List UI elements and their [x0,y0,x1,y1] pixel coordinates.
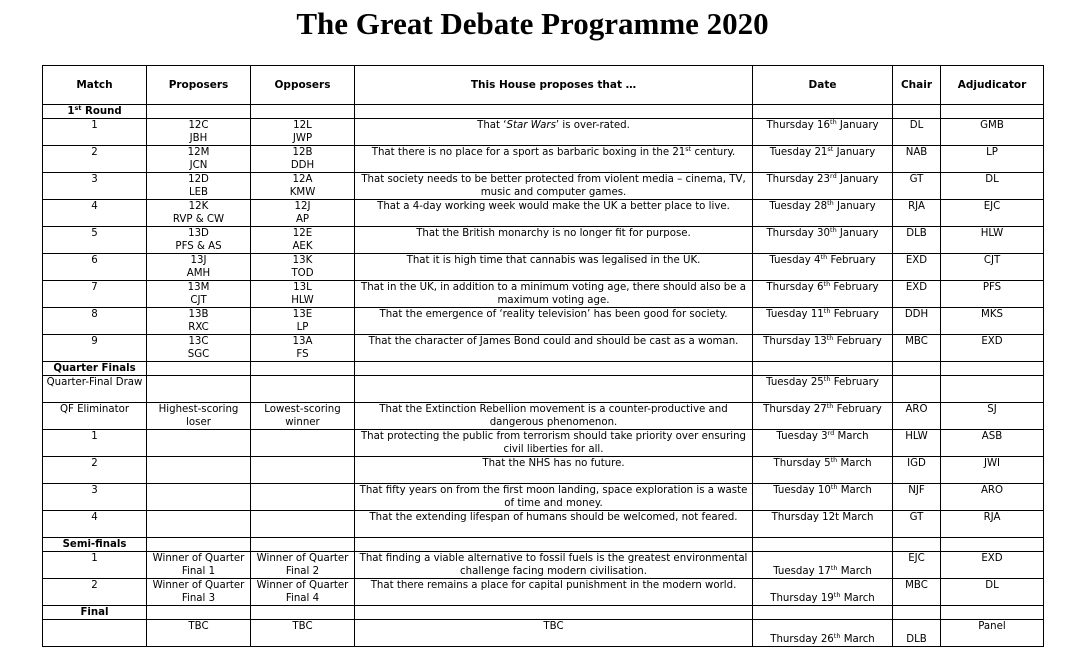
section-label: Final [43,606,147,620]
date-cell [753,579,893,606]
header-date: Date [753,66,893,105]
proposer-names: RXC [188,322,209,333]
adjudicator-cell: MKS [941,308,1044,335]
date-day: Tuesday 11 [766,309,824,320]
motion-cell [355,376,753,403]
adjudicator-cell: EXD [941,552,1044,579]
chair-cell: ARO [893,403,941,430]
table-row [43,173,1044,200]
date-day: Tuesday 28 [769,201,828,212]
opposers-cell [251,457,355,484]
motion-text: ’ is over-rated. [555,120,630,131]
proposer-names: RVP & CW [172,214,225,225]
opposer-form: 12B [292,147,313,158]
date-suffix: th [830,118,837,126]
opposer-form: 13E [292,309,313,320]
date-day: Thursday 16 [766,120,831,131]
match-cell: 1 [43,552,147,579]
proposers-cell [147,376,251,403]
adjudicator-cell: JWI [941,457,1044,484]
date-suffix: th [833,632,841,640]
date-day: Tuesday 21 [769,147,828,158]
proposers-cell [147,200,251,227]
date-month: March [840,593,875,604]
opposers-cell [251,146,355,173]
proposers-cell [147,457,251,484]
proposers-cell [147,254,251,281]
motion-cell: That a 4-day working week would make the UK a better place to live. [355,200,753,227]
date-month: March [837,485,872,496]
chair-cell: GT [893,511,941,538]
table-row [43,376,1044,403]
debate-programme-table [42,65,1044,647]
opposers-cell [251,484,355,511]
date-cell [753,335,893,362]
match-cell: 6 [43,254,147,281]
empty-cell [251,362,355,376]
date-cell [753,308,893,335]
opposer-names: AEK [292,241,313,252]
motion-text: That ‘ [477,120,507,131]
match-cell: 7 [43,281,147,308]
empty-cell [941,538,1044,552]
motion-cell: That fifty years on from the first moon landing, space exploration is a waste of time and money. [355,484,753,511]
empty-cell [355,538,753,552]
opposers-cell: Lowest-scoring winner [251,403,355,430]
date-day: Thursday 13 [763,336,827,347]
date-cell [753,254,893,281]
motion-cell: That in the UK, in addition to a minimum voting age, there should also be a maximum voting age. [355,281,753,308]
opposers-cell: TBC [251,620,355,647]
motion-suffix: st [685,145,692,153]
motion-cell: That the extending lifespan of humans should be welcomed, not feared. [355,511,753,538]
section-label: Quarter Finals [43,362,147,376]
date-day: Thursday 23 [766,174,831,185]
proposers-cell: Highest-scoring loser [147,403,251,430]
match-cell: QF Eliminator [43,403,147,430]
motion-cell: That it is high time that cannabis was legalised in the UK. [355,254,753,281]
proposer-form: 12M [187,147,210,158]
opposer-names: FS [296,349,309,360]
date-suffix: th [830,456,838,464]
date-month: February [830,282,879,293]
date-month: March [840,634,875,645]
empty-cell [753,538,893,552]
proposers-cell [147,281,251,308]
date-cell [753,119,893,146]
empty-cell [941,362,1044,376]
section-quarter-finals [43,362,1044,376]
proposer-form: 13D [188,228,209,239]
adjudicator-cell: RJA [941,511,1044,538]
date-day: Thursday 12t March [771,512,874,523]
adjudicator-cell: EXD [941,335,1044,362]
date-month: February [830,377,879,388]
empty-cell [355,362,753,376]
match-cell: 1 [43,430,147,457]
date-suffix: th [830,483,838,491]
date-suffix: th [830,564,838,572]
date-cell [753,227,893,254]
proposers-cell: TBC [147,620,251,647]
adjudicator-cell: DL [941,579,1044,606]
date-month: March [837,458,872,469]
opposer-form: 12L [293,120,312,131]
match-cell: Quarter-Final Draw [43,376,147,403]
date-month: February [833,336,882,347]
motion-cell [355,119,753,146]
opposer-names: KMW [289,187,316,198]
table-row [43,335,1044,362]
date-cell [753,281,893,308]
chair-cell: NJF [893,484,941,511]
match-cell [43,620,147,647]
proposers-cell [147,511,251,538]
adjudicator-cell: HLW [941,227,1044,254]
date-day: Tuesday 3 [776,431,828,442]
chair-cell: EXD [893,254,941,281]
opposer-form: 13K [292,255,313,266]
date-cell [753,146,893,173]
date-month: February [830,309,879,320]
date-cell [753,376,893,403]
motion-cell: That protecting the public from terrorism should take priority over ensuring civil liberties for all. [355,430,753,457]
empty-cell [893,538,941,552]
proposers-cell: Winner of Quarter Final 1 [147,552,251,579]
table-row [43,457,1044,484]
date-month: February [833,404,882,415]
match-cell: 1 [43,119,147,146]
empty-cell [251,105,355,119]
proposer-form: 13C [188,336,209,347]
proposer-form: 12K [188,201,209,212]
chair-cell [893,376,941,403]
header-motion: This House proposes that … [355,66,753,105]
opposer-names: HLW [291,295,314,306]
table-row [43,281,1044,308]
opposer-form: 13L [293,282,312,293]
date-month: January [833,147,876,158]
date-suffix: th [823,375,831,383]
motion-cell: That finding a viable alternative to fossil fuels is the greatest environmental challenge facing modern civilisation. [355,552,753,579]
opposer-names: JWP [292,133,313,144]
proposer-form: 13M [187,282,210,293]
date-suffix: rd [830,172,837,180]
proposer-form: 12C [188,120,209,131]
match-cell: 2 [43,457,147,484]
date-cell [753,552,893,579]
section-label [43,105,147,119]
section-semi-finals [43,538,1044,552]
date-day: Thursday 27 [763,404,827,415]
date-day: Thursday 30 [766,228,831,239]
empty-cell [941,105,1044,119]
date-month: March [837,566,872,577]
proposers-cell [147,173,251,200]
empty-cell [251,606,355,620]
opposers-cell [251,430,355,457]
date-suffix: th [826,334,834,342]
opposers-cell [251,227,355,254]
date-day: Thursday 5 [773,458,831,469]
match-cell: 2 [43,579,147,606]
motion-emphasis: Star Wars [506,120,556,131]
proposers-cell [147,484,251,511]
adjudicator-cell: LP [941,146,1044,173]
chair-cell: DLB [893,620,941,647]
table-row [43,579,1044,606]
match-cell: 3 [43,173,147,200]
table-row [43,620,1044,647]
empty-cell [893,362,941,376]
empty-cell [147,538,251,552]
empty-cell [893,105,941,119]
table-row [43,511,1044,538]
date-suffix: th [823,280,831,288]
proposers-cell [147,308,251,335]
chair-cell: IGD [893,457,941,484]
header-opposers: Opposers [251,66,355,105]
adjudicator-cell: EJC [941,200,1044,227]
proposer-names: AMH [186,268,211,279]
empty-cell [941,606,1044,620]
date-suffix: rd [827,429,835,437]
proposer-names: SGC [187,349,210,360]
date-month: January [833,201,876,212]
date-cell [753,403,893,430]
table-row [43,430,1044,457]
table-row [43,119,1044,146]
opposers-cell [251,281,355,308]
adjudicator-cell: PFS [941,281,1044,308]
opposers-cell [251,511,355,538]
chair-cell: DL [893,119,941,146]
empty-cell [355,606,753,620]
date-suffix: th [827,199,834,207]
chair-cell: MBC [893,579,941,606]
date-cell [753,457,893,484]
proposers-cell [147,146,251,173]
section-suffix: st [74,104,82,112]
opposers-cell [251,119,355,146]
motion-cell: TBC [355,620,753,647]
opposer-names: LP [296,322,309,333]
empty-cell [355,105,753,119]
section-number: 1 [67,106,75,117]
adjudicator-cell: SJ [941,403,1044,430]
date-cell [753,173,893,200]
date-cell [753,620,893,647]
adjudicator-cell: ARO [941,484,1044,511]
adjudicator-cell: Panel [941,620,1044,647]
match-cell: 3 [43,484,147,511]
date-day: Thursday 6 [766,282,824,293]
match-cell: 4 [43,200,147,227]
motion-cell: That the British monarchy is no longer fit for purpose. [355,227,753,254]
opposers-cell [251,335,355,362]
date-month: January [836,174,879,185]
proposer-form: 13J [190,255,207,266]
table-row [43,484,1044,511]
opposer-form: 12A [292,174,313,185]
header-match: Match [43,66,147,105]
date-month: January [836,120,879,131]
empty-cell [753,105,893,119]
opposers-cell [251,376,355,403]
proposer-names: JBH [189,133,208,144]
chair-cell: GT [893,173,941,200]
adjudicator-cell: ASB [941,430,1044,457]
match-cell: 4 [43,511,147,538]
section-final [43,606,1044,620]
header-row [43,66,1044,105]
empty-cell [753,606,893,620]
proposers-cell [147,119,251,146]
date-month: February [827,255,876,266]
section-text: Round [81,106,122,117]
proposer-names: JCN [189,160,208,171]
match-cell: 2 [43,146,147,173]
date-day: Thursday 26 [770,634,834,645]
header-chair: Chair [893,66,941,105]
chair-cell: EXD [893,281,941,308]
date-suffix: th [830,226,837,234]
opposer-names: TOD [291,268,314,279]
section-label: Semi-finals [43,538,147,552]
opposers-cell [251,200,355,227]
opposers-cell [251,308,355,335]
opposer-names: DDH [290,160,315,171]
opposer-form: 13A [292,336,313,347]
empty-cell [893,606,941,620]
proposer-form: 12D [188,174,209,185]
opposer-names: AP [295,214,310,225]
adjudicator-cell: DL [941,173,1044,200]
adjudicator-cell: CJT [941,254,1044,281]
empty-cell [147,105,251,119]
proposers-cell [147,335,251,362]
date-cell [753,511,893,538]
table-row [43,200,1044,227]
motion-cell: That the character of James Bond could and should be cast as a woman. [355,335,753,362]
date-day: Tuesday 4 [769,255,821,266]
proposers-cell [147,227,251,254]
motion-cell: That there remains a place for capital punishment in the modern world. [355,579,753,606]
motion-text: That there is no place for a sport as barbaric boxing in the 21 [371,147,686,158]
date-cell [753,200,893,227]
proposers-cell: Winner of Quarter Final 3 [147,579,251,606]
chair-cell: DLB [893,227,941,254]
motion-text: century. [691,147,736,158]
opposers-cell [251,254,355,281]
empty-cell [147,362,251,376]
date-suffix: th [833,591,841,599]
date-day: Tuesday 17 [773,566,831,577]
proposer-names: LEB [188,187,209,198]
chair-cell: DDH [893,308,941,335]
adjudicator-cell: GMB [941,119,1044,146]
chair-cell: HLW [893,430,941,457]
opposers-cell: Winner of Quarter Final 2 [251,552,355,579]
date-suffix: th [823,307,831,315]
page-title: The Great Debate Programme 2020 [296,6,769,41]
motion-cell: That the emergence of ‘reality television’ has been good for society. [355,308,753,335]
date-cell [753,484,893,511]
date-suffix: st [827,145,834,153]
date-cell [753,430,893,457]
date-day: Tuesday 25 [766,377,824,388]
chair-cell: RJA [893,200,941,227]
motion-cell: That the NHS has no future. [355,457,753,484]
table-row [43,254,1044,281]
empty-cell [251,538,355,552]
date-suffix: th [826,402,834,410]
opposer-form: 12E [292,228,313,239]
proposer-names: PFS & AS [175,241,222,252]
table-row [43,308,1044,335]
motion-cell: That society needs to be better protected from violent media – cinema, TV, music and computer games. [355,173,753,200]
opposers-cell [251,173,355,200]
match-cell: 8 [43,308,147,335]
date-month: March [834,431,869,442]
opposers-cell: Winner of Quarter Final 4 [251,579,355,606]
date-day: Thursday 19 [770,593,834,604]
proposers-cell [147,430,251,457]
date-suffix: th [820,253,828,261]
match-cell: 5 [43,227,147,254]
proposer-form: 13B [188,309,209,320]
match-cell: 9 [43,335,147,362]
proposer-names: CJT [190,295,207,306]
table-row [43,403,1044,430]
table-row [43,552,1044,579]
chair-cell: EJC [893,552,941,579]
chair-cell: NAB [893,146,941,173]
motion-cell: That the Extinction Rebellion movement is a counter-productive and dangerous phenomenon. [355,403,753,430]
table-row [43,146,1044,173]
motion-cell [355,146,753,173]
section-round1 [43,105,1044,119]
header-adjudicator: Adjudicator [941,66,1044,105]
empty-cell [147,606,251,620]
adjudicator-cell [941,376,1044,403]
table-row [43,227,1044,254]
header-proposers: Proposers [147,66,251,105]
chair-cell: MBC [893,335,941,362]
date-month: January [836,228,879,239]
date-day: Tuesday 10 [773,485,831,496]
opposer-form: 12J [294,201,311,212]
empty-cell [753,362,893,376]
